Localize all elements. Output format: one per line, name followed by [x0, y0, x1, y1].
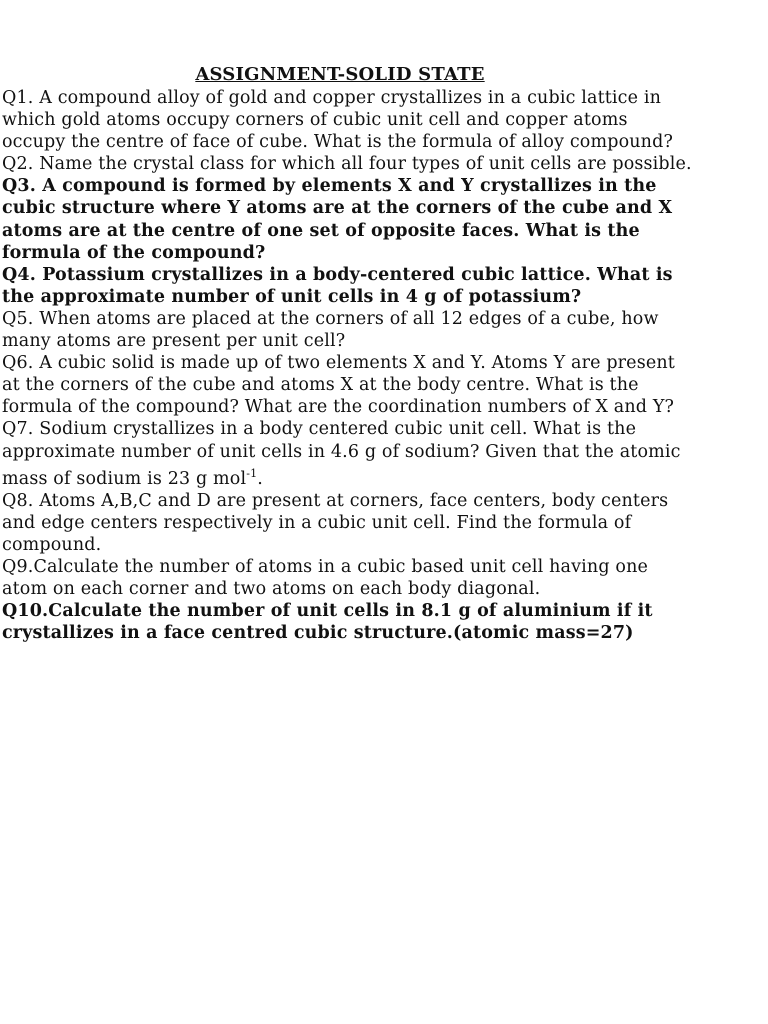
- question-list: [2, 87, 692, 644]
- question-3: Q3. A compound is formed by elements X and Y crystallizes in the cubic structure where Y atoms are at the corners of the cube and X atoms are at the centre of one set of opposite faces. What is the formula of the compound?: [2, 176, 673, 263]
- question-7-superscript: -1: [246, 466, 258, 480]
- question-2: Q2. Name the crystal class for which all four types of unit cells are possible.: [2, 154, 692, 175]
- question-7-text: Q7. Sodium crystallizes in a body centered cubic unit cell. What is the approximate number of unit cells in 4.6 g of sodium? Given that the atomic mass of sodium is 23 g mol: [2, 419, 681, 489]
- question-1: Q1. A compound alloy of gold and copper crystallizes in a cubic lattice in which gold atoms occupy corners of cubic unit cell and copper atoms occupy the centre of face of cube. What is the formula of alloy compound?: [2, 88, 673, 153]
- question-7: [2, 418, 692, 489]
- page-title: ASSIGNMENT-SOLID STATE: [195, 64, 485, 85]
- question-7-tail: .: [257, 468, 263, 489]
- question-6: Q6. A cubic solid is made up of two elements X and Y. Atoms Y are present at the corners of the cube and atoms X at the body centre. What is the formula of the compound? What are the coordination numbers of X and Y?: [2, 353, 675, 418]
- question-9: Q9.Calculate the number of atoms in a cubic based unit cell having one atom on each corner and two atoms on each body diagonal.: [2, 556, 649, 599]
- question-10: Q10.Calculate the number of unit cells in 8.1 g of aluminium if it crystallizes in a face centred cubic structure.(atomic mass=27): [2, 600, 653, 644]
- question-5: Q5. When atoms are placed at the corners of all 12 edges of a cube, how many atoms are present per unit cell?: [2, 308, 659, 352]
- question-4: Q4. Potassium crystallizes in a body-centered cubic lattice. What is the approximate number of unit cells in 4 g of potassium?: [2, 264, 673, 307]
- question-8: Q8. Atoms A,B,C and D are present at corners, face centers, body centers and edge centers respectively in a cubic unit cell. Find the formula of compound.: [2, 490, 669, 555]
